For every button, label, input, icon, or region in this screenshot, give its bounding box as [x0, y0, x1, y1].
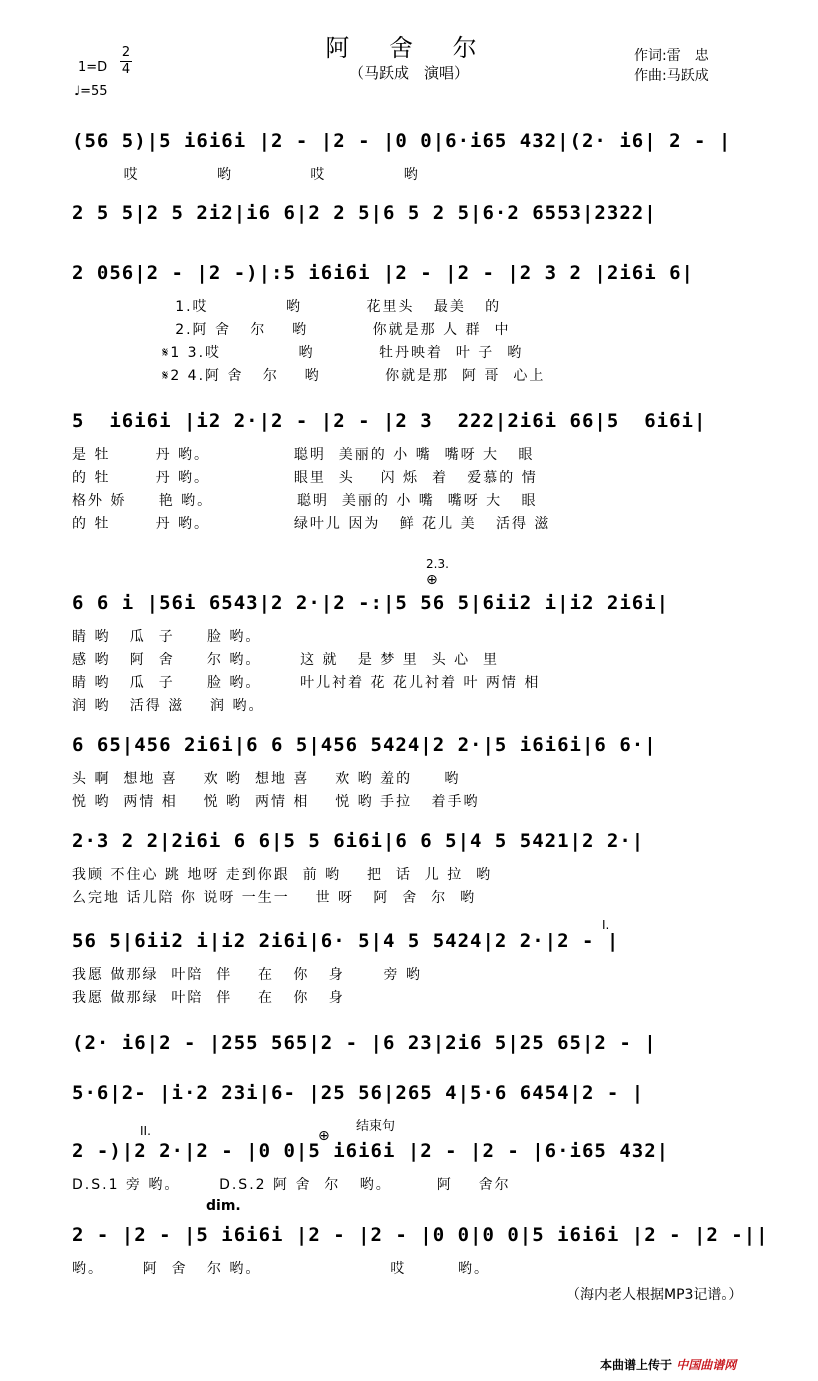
volta-2: II. [140, 1124, 151, 1138]
notation-line: 2·3 2 2|2i6i 6 6|5 5 6i6i|6 6 5|4 5 5421|2 2·| [72, 830, 645, 852]
ending-label: 结束句 [356, 1119, 396, 1134]
lyric-line: 格外 娇 艳 哟。 聪明 美丽的 小 嘴 嘴呀 大 眼 [72, 493, 538, 509]
lyric-line: 睛 哟 瓜 子 脸 哟。 [72, 629, 262, 645]
coda-sign-2: ⊕ [318, 1128, 330, 1144]
page-subtitle: （马跃成 演唱） [348, 64, 469, 82]
lyric-line: D.S.1 旁 哟。 D.S.2 阿 舍 尔 哟。 阿 舍尔 [72, 1177, 511, 1193]
staff-row [72, 130, 754, 190]
lyric-line: 感 哟 阿 舍 尔 哟。 这 就 是 梦 里 头 心 里 [72, 652, 500, 668]
notation-line: (2· i6|2 - |255 565|2 - |6 23|2i6 5|25 65|2 - | [72, 1032, 657, 1054]
notation-line: 6 65|456 2i6i|6 6 5|456 5424|2 2·|5 i6i6i|6 6·| [72, 734, 657, 756]
staff-row [72, 202, 754, 262]
footer [600, 1356, 736, 1373]
lyric-line: 我顾 不住心 跳 地呀 走到你跟 前 哟 把 话 儿 拉 哟 [72, 867, 493, 883]
staff-row [72, 1224, 769, 1284]
staff-row [72, 1140, 754, 1200]
lyric-line: 润 哟 活得 滋 润 哟。 [72, 698, 265, 714]
lyric-line: 哟。 阿 舍 尔 哟。 哎 哟。 [72, 1261, 491, 1277]
credits [634, 46, 709, 86]
volta-2-3: 2.3. [426, 557, 449, 571]
staff-row [72, 734, 754, 810]
lyric-line: 我愿 做那绿 叶陪 伴 在 你 身 [72, 990, 345, 1006]
notation-line: 2 - |2 - |5 i6i6i |2 - |2 - |0 0|0 0|5 i6i6i |2 - |2 -|| [72, 1224, 769, 1246]
notation-line: (56 5)|5 i6i6i |2 - |2 - |0 0|6·i65 432|(2· i6| 2 - | [72, 130, 732, 152]
lyric-line: 𝄋1 3.哎 哟 牡丹映着 叶 子 哟 [72, 345, 524, 361]
time-bottom: 4 [121, 62, 131, 77]
notation-line: 6 6 i |56i 6543|2 2·|2 -:|5 56 5|6ii2 i|i2 2i6i| [72, 592, 670, 614]
lyricist: 作词:雷 忠 [634, 48, 709, 64]
lyric-line: 2.阿 舍 尔 哟 你就是那 人 群 中 [72, 322, 511, 338]
staff-row [72, 830, 754, 906]
dynamic-marking: dim. [206, 1198, 241, 1214]
staff-row [72, 262, 754, 384]
lyric-line: 悦 哟 两情 相 悦 哟 两情 相 悦 哟 手拉 着手哟 [72, 794, 480, 810]
lyric-line: 睛 哟 瓜 子 脸 哟。 叶儿衬着 花 花儿衬着 叶 两情 相 [72, 675, 541, 691]
time-top: 2 [121, 45, 131, 60]
lyric-line: 的 牡 丹 哟。 眼里 头 闪 烁 着 爱慕的 情 [72, 470, 538, 486]
site-brand: 中国曲谱网 [676, 1358, 737, 1372]
page-title: 阿 舍 尔 [325, 34, 493, 62]
notation-line: 2 -)|2 2·|2 - |0 0|5 i6i6i |2 - |2 - |6·i65 432| [72, 1140, 670, 1162]
notation-line: 5·6|2- |i·2 23i|6- |25 56|265 4|5·6 6454|2 - | [72, 1082, 645, 1104]
time-signature [120, 46, 132, 77]
lyric-line: 是 牡 丹 哟。 聪明 美丽的 小 嘴 嘴呀 大 眼 [72, 447, 535, 463]
notation-line: 56 5|6ii2 i|i2 2i6i|6· 5|4 5 5424|2 2·|2 - | [72, 930, 620, 952]
staff-row [72, 1082, 754, 1142]
lyric-line: 哎 哟 哎 哟 [72, 167, 420, 183]
lyric-line: 么完地 话儿陪 你 说呀 一生一 世 呀 阿 舍 尔 哟 [72, 890, 477, 906]
staff-row [72, 410, 754, 532]
lyric-line: 头 啊 想地 喜 欢 哟 想地 喜 欢 哟 羞的 哟 [72, 771, 461, 787]
volta-1: I. [602, 918, 610, 932]
upload-text: 本曲谱上传于 [600, 1358, 673, 1372]
lyric-line: 我愿 做那绿 叶陪 伴 在 你 身 旁 哟 [72, 967, 422, 983]
notation-line: 2 056|2 - |2 -)|:5 i6i6i |2 - |2 - |2 3 2 |2i6i 6| [72, 262, 694, 284]
coda-sign-1: ⊕ [426, 572, 438, 588]
notation-line: 5 i6i6i |i2 2·|2 - |2 - |2 3 222|2i6i 66|5 6i6i| [72, 410, 707, 432]
staff-row [72, 930, 754, 1006]
key-signature: 1=D [78, 60, 108, 75]
composer: 作曲:马跃成 [634, 68, 709, 84]
tempo-marking: ♩=55 [74, 84, 108, 99]
notation-line: 2 5 5|2 5 2i2|i6 6|2 2 5|6 5 2 5|6·2 6553|2322| [72, 202, 657, 224]
lyric-line: 的 牡 丹 哟。 绿叶儿 因为 鲜 花儿 美 活得 滋 [72, 516, 551, 532]
lyric-line: 1.哎 哟 花里头 最美 的 [72, 299, 502, 315]
lyric-line: 𝄋2 4.阿 舍 尔 哟 你就是那 阿 哥 心上 [72, 368, 546, 384]
staff-row [72, 592, 754, 714]
transcriber-note: （海内老人根据MP3记谱。） [566, 1287, 743, 1303]
